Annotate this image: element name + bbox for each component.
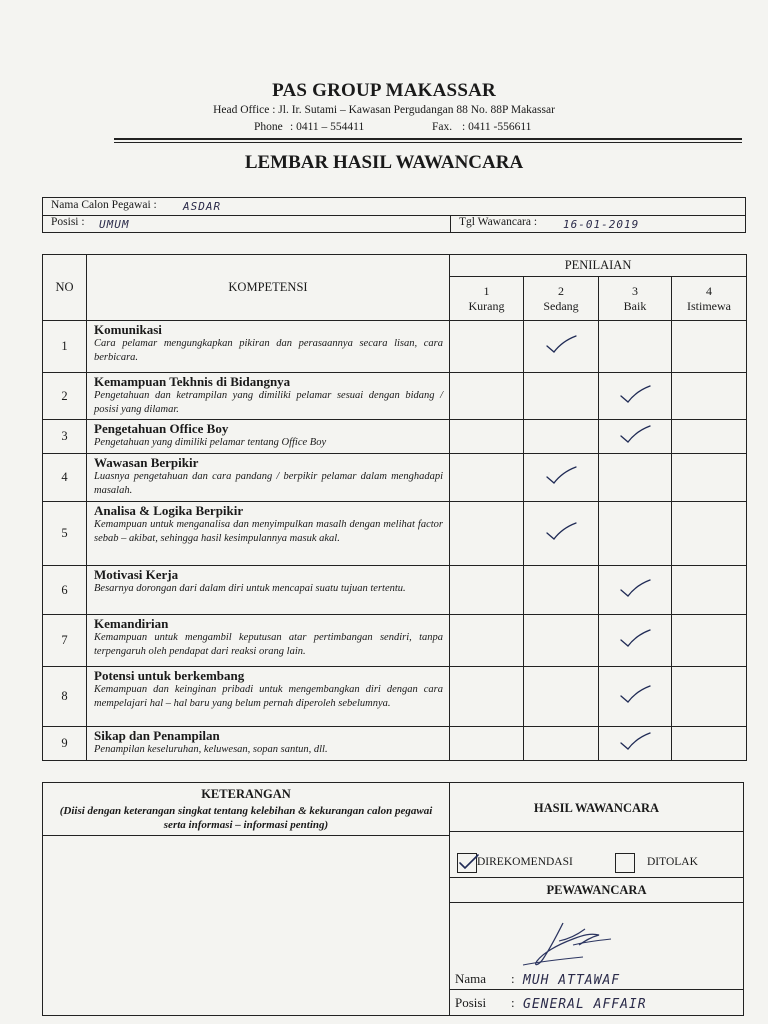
checkmark-icon bbox=[618, 384, 652, 404]
interview-date-label: Tgl Wawancara : bbox=[459, 216, 538, 228]
rating-cell-3[interactable] bbox=[599, 566, 672, 615]
rating-cell-1[interactable] bbox=[450, 566, 524, 615]
rating-cell-2[interactable] bbox=[524, 454, 599, 502]
table-row bbox=[43, 321, 747, 373]
rating-cell-4[interactable] bbox=[672, 566, 747, 615]
rating-cell-2[interactable] bbox=[524, 420, 599, 454]
competency-description: Kemampuan dan keinginan pribadi untuk mengembangkan diri dengan cara mempelajari hal – hal baru yang belum pernah diperoleh sebelumnya. bbox=[94, 684, 443, 709]
rating-cell-3[interactable] bbox=[599, 373, 672, 420]
rating-scale-number: 1 bbox=[483, 283, 490, 298]
rating-cell-2[interactable] bbox=[524, 615, 599, 667]
interviewer-name-label: Nama bbox=[455, 971, 487, 986]
rating-cell-4[interactable] bbox=[672, 667, 747, 727]
competency-cell bbox=[87, 373, 450, 420]
competency-title: Kemampuan Tekhnis di Bidangnya bbox=[94, 374, 291, 389]
rating-cell-3[interactable] bbox=[599, 667, 672, 727]
competency-header: KOMPETENSI bbox=[87, 255, 450, 321]
rating-cell-4[interactable] bbox=[672, 420, 747, 454]
interview-date-value[interactable]: 16-01-2019 bbox=[563, 218, 640, 231]
rating-cell-3[interactable] bbox=[599, 420, 672, 454]
competency-title: Sikap dan Penampilan bbox=[94, 728, 220, 743]
rating-cell-4[interactable] bbox=[672, 727, 747, 761]
rating-cell-1[interactable] bbox=[450, 727, 524, 761]
signature-image bbox=[513, 915, 623, 975]
remarks-area[interactable] bbox=[43, 836, 449, 1015]
rating-cell-4[interactable] bbox=[672, 321, 747, 373]
rating-cell-1[interactable] bbox=[450, 454, 524, 502]
row-number: 3 bbox=[43, 420, 87, 454]
competency-cell bbox=[87, 727, 450, 761]
rating-cell-1[interactable] bbox=[450, 321, 524, 373]
rejected-checkbox[interactable] bbox=[615, 853, 635, 873]
phone-number: : 0411 – 554411 bbox=[290, 121, 365, 133]
row-number: 1 bbox=[43, 321, 87, 373]
competency-description: Cara pelamar mengungkapkan pikiran dan perasaannya secara lisan, cara berbicara. bbox=[94, 338, 443, 363]
document-title: LEMBAR HASIL WAWANCARA bbox=[244, 152, 524, 173]
rating-cell-1[interactable] bbox=[450, 502, 524, 566]
competency-title: Motivasi Kerja bbox=[94, 567, 179, 582]
checkmark-icon bbox=[618, 684, 652, 704]
competency-cell bbox=[87, 502, 450, 566]
competency-cell bbox=[87, 566, 450, 615]
rejected-label: DITOLAK bbox=[647, 856, 698, 868]
competency-rows bbox=[43, 321, 747, 761]
competency-table bbox=[42, 254, 747, 761]
rating-cell-3[interactable] bbox=[599, 321, 672, 373]
rating-scale-label: Sedang bbox=[543, 298, 579, 313]
rating-cell-4[interactable] bbox=[672, 454, 747, 502]
candidate-name-value[interactable]: ASDAR bbox=[183, 200, 222, 213]
checkmark-icon bbox=[618, 578, 652, 598]
rating-cell-3[interactable] bbox=[599, 615, 672, 667]
checkmark-icon bbox=[618, 731, 652, 751]
position-label: Posisi : bbox=[51, 216, 85, 228]
rating-cell-2[interactable] bbox=[524, 667, 599, 727]
rating-scale-number: 4 bbox=[706, 283, 713, 298]
competency-cell bbox=[87, 454, 450, 502]
header-divider bbox=[114, 138, 742, 140]
row-number: 9 bbox=[43, 727, 87, 761]
rating-cell-4[interactable] bbox=[672, 615, 747, 667]
rating-cell-1[interactable] bbox=[450, 373, 524, 420]
rating-scale-label: Istimewa bbox=[687, 298, 732, 313]
remarks-note: (Diisi dengan keterangan singkat tentang kelebihan & kekurangan calon pegawai serta informasi – informasi penting) bbox=[59, 805, 433, 831]
rating-scale-number: 2 bbox=[558, 283, 564, 298]
row-number: 6 bbox=[43, 566, 87, 615]
result-title: HASIL WAWANCARA bbox=[533, 801, 660, 815]
table-row bbox=[43, 615, 747, 667]
rating-cell-1[interactable] bbox=[450, 615, 524, 667]
competency-title: Kemandirian bbox=[94, 616, 169, 631]
table-row bbox=[43, 420, 747, 454]
rating-cell-3[interactable] bbox=[599, 502, 672, 566]
competency-title: Potensi untuk berkembang bbox=[94, 668, 245, 683]
recommended-checkbox[interactable] bbox=[457, 853, 477, 873]
fax-number: : 0411 -556611 bbox=[462, 121, 532, 133]
table-row bbox=[43, 502, 747, 566]
competency-description: Pengetahuan dan ketrampilan yang dimiliki pelamar sesuai dengan bidang / posisi yang dilamar. bbox=[94, 390, 443, 415]
table-row bbox=[43, 454, 747, 502]
recommended-label: DIREKOMENDASI bbox=[477, 856, 573, 868]
competency-description: Kemampuan untuk menganalisa dan menyimpulkan masalh dengan melihat factor sebab – akibat, sehingga hasil kesimpulannya masuk akal. bbox=[94, 519, 443, 544]
rating-cell-1[interactable] bbox=[450, 667, 524, 727]
row-number: 8 bbox=[43, 667, 87, 727]
competency-description: Besarnya dorongan dari dalam diri untuk mencapai suatu tujuan tertentu. bbox=[94, 583, 406, 594]
phone-label: Phone bbox=[254, 121, 283, 133]
competency-description: Pengetahuan yang dimiliki pelamar tentang Office Boy bbox=[94, 437, 327, 448]
interviewer-name-value[interactable]: MUH ATTAWAF bbox=[523, 973, 621, 988]
row-number: 4 bbox=[43, 454, 87, 502]
competency-description: Luasnya pengetahuan dan cara pandang / berpikir pelamar dalam menghadapi masalah. bbox=[94, 471, 443, 496]
competency-title: Komunikasi bbox=[94, 322, 162, 337]
rating-scale-3 bbox=[599, 277, 672, 321]
company-address: Head Office : Jl. Ir. Sutami – Kawasan Pergudangan 88 No. 88P Makassar bbox=[213, 104, 555, 116]
checkmark-icon bbox=[618, 628, 652, 648]
row-number: 2 bbox=[43, 373, 87, 420]
rating-cell-3[interactable] bbox=[599, 454, 672, 502]
competency-cell bbox=[87, 420, 450, 454]
table-row bbox=[43, 727, 747, 761]
no-header: NO bbox=[43, 255, 87, 321]
competency-description: Kemampuan untuk mengambil keputusan atar pertimbangan sendiri, tanpa terpengaruh oleh pendapat dari reaksi orang lain. bbox=[94, 632, 443, 657]
rating-scale-number: 3 bbox=[632, 283, 638, 298]
remarks-title: KETERANGAN bbox=[201, 787, 291, 801]
rating-scale-label: Kurang bbox=[468, 298, 505, 313]
fax-label: Fax. bbox=[432, 121, 453, 133]
rating-scale-label: Baik bbox=[623, 298, 647, 313]
rating-cell-2[interactable] bbox=[524, 321, 599, 373]
company-name: PAS GROUP MAKASSAR bbox=[272, 80, 496, 101]
header-divider-thin bbox=[114, 142, 742, 143]
candidate-info-box bbox=[42, 197, 746, 233]
table-row bbox=[43, 667, 747, 727]
competency-title: Pengetahuan Office Boy bbox=[94, 421, 229, 436]
competency-title: Analisa & Logika Berpikir bbox=[94, 503, 244, 518]
interviewer-position-value[interactable]: GENERAL AFFAIR bbox=[523, 997, 647, 1012]
checkmark-icon bbox=[544, 334, 578, 354]
rating-cell-2[interactable] bbox=[524, 373, 599, 420]
rating-cell-2[interactable] bbox=[524, 502, 599, 566]
competency-cell bbox=[87, 321, 450, 373]
competency-cell bbox=[87, 667, 450, 727]
rating-scale-1 bbox=[450, 277, 524, 321]
table-row bbox=[43, 566, 747, 615]
position-value[interactable]: UMUM bbox=[99, 218, 130, 231]
checkmark-icon bbox=[544, 521, 578, 541]
checkmark-icon bbox=[544, 465, 578, 485]
checkmark-icon bbox=[618, 424, 652, 444]
competency-cell bbox=[87, 615, 450, 667]
table-row bbox=[43, 373, 747, 420]
row-number: 7 bbox=[43, 615, 87, 667]
interviewer-position-label: Posisi bbox=[455, 995, 487, 1010]
rating-header: PENILAIAN bbox=[450, 255, 747, 277]
result-section: KETERANGAN (Diisi dengan keterangan singkat tentang kelebihan & kekurangan calon pegawai serta informasi – informasi penting) HASIL WAWANCARA DIREKOMENDASI DITOLAK PEWAWANCARA Nama : MUH ATTAWAF Posisi : GENERAL AFFAIR bbox=[42, 782, 744, 1016]
candidate-name-label: Nama Calon Pegawai : bbox=[51, 199, 157, 211]
rating-scale-4 bbox=[672, 277, 747, 321]
row-number: 5 bbox=[43, 502, 87, 566]
competency-description: Penampilan keseluruhan, keluwesan, sopan santun, dll. bbox=[94, 744, 328, 755]
rating-cell-2[interactable] bbox=[524, 566, 599, 615]
rating-cell-4[interactable] bbox=[672, 502, 747, 566]
rating-cell-1[interactable] bbox=[450, 420, 524, 454]
rating-cell-4[interactable] bbox=[672, 373, 747, 420]
interviewer-title: PEWAWANCARA bbox=[546, 883, 647, 897]
rating-cell-3[interactable] bbox=[599, 727, 672, 761]
rating-scale-2 bbox=[524, 277, 599, 321]
competency-title: Wawasan Berpikir bbox=[94, 455, 199, 470]
rating-cell-2[interactable] bbox=[524, 727, 599, 761]
